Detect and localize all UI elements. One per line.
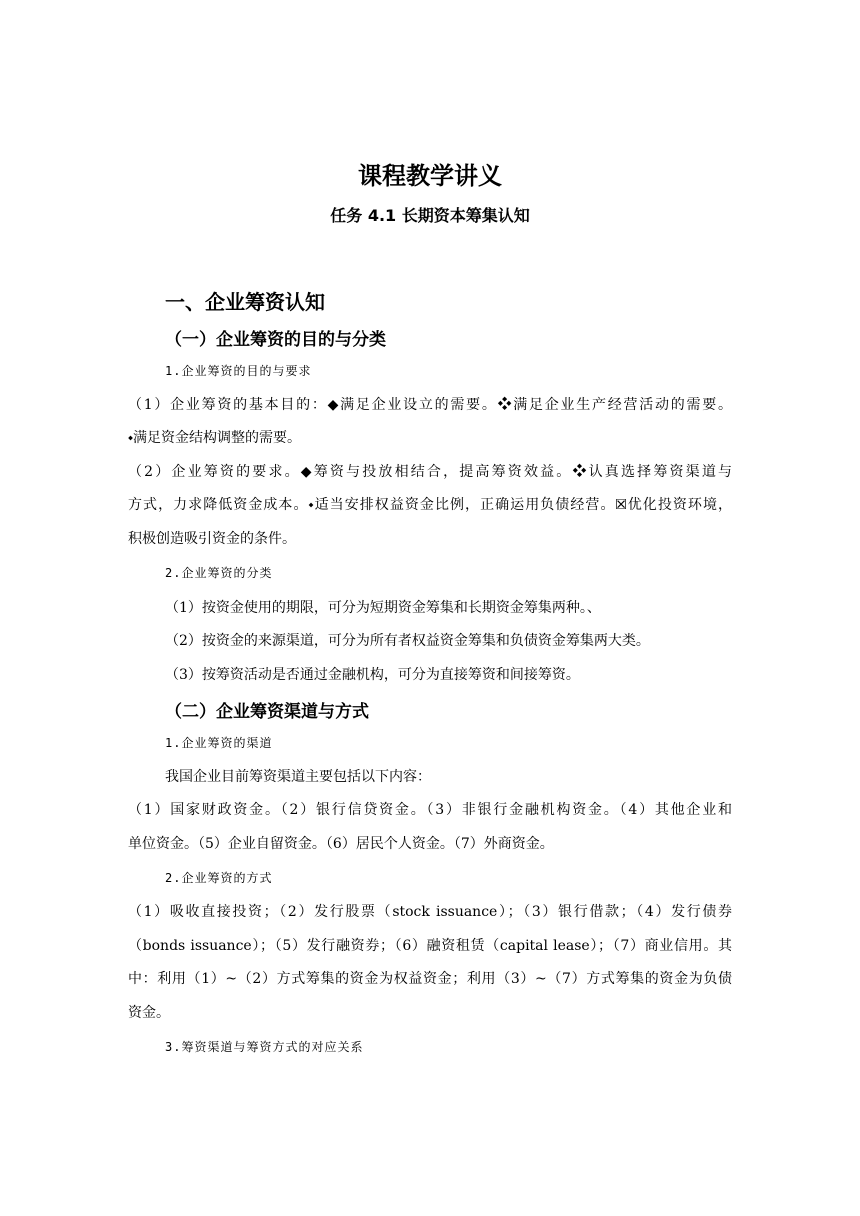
item-heading-2-1: 1.企业筹资的渠道 <box>165 736 273 750</box>
paragraph-2-line-3: 积极创造吸引资金的条件。 <box>128 531 296 547</box>
channels-line-1: （1）国家财政资金。（2）银行信贷资金。（3）非银行金融机构资金。（4）其他企业和 <box>128 802 732 818</box>
section-heading-1: 一、企业筹资认知 <box>165 290 325 314</box>
channels-line-2: 单位资金。（5）企业自留资金。（6）居民个人资金。（7）外商资金。 <box>128 836 554 852</box>
item-heading-2-3: 3.筹资渠道与筹资方式的对应关系 <box>165 1040 364 1054</box>
paragraph-1-line-2: ⬩满足资金结构调整的需要。 <box>128 430 302 446</box>
classification-2: （2）按资金的来源渠道，可分为所有者权益资金筹集和负债资金筹集两大类。 <box>165 633 650 649</box>
item-heading-2-2: 2.企业筹资的方式 <box>165 871 273 885</box>
methods-line-2: （bonds issuance）；（5）发行融资券；（6）融资租赁（capital lease）；（7）商业信用。其 <box>128 938 732 954</box>
paragraph-1-line-1: （1）企业筹资的基本目的：◆满足企业设立的需要。❖满足企业生产经营活动的需要。 <box>128 397 732 413</box>
subsection-heading-1: （一）企业筹资的目的与分类 <box>165 330 386 350</box>
item-heading-1-2: 2.企业筹资的分类 <box>165 566 273 580</box>
classification-1: （1）按资金使用的期限，可分为短期资金筹集和长期资金筹集两种。、 <box>165 600 601 616</box>
paragraph-2-line-1: （2）企业筹资的要求。◆筹资与投放相结合，提高筹资效益。❖认真选择筹资渠道与 <box>128 464 732 480</box>
page-title: 课程教学讲义 <box>358 162 502 190</box>
methods-line-4: 资金。 <box>128 1005 170 1021</box>
methods-line-3: 中：利用（1）~（2）方式筹集的资金为权益资金；利用（3）~（7）方式筹集的资金为负债 <box>128 971 732 987</box>
subsection-heading-2: （二）企业筹资渠道与方式 <box>165 702 369 722</box>
page-subtitle: 任务 4.1 长期资本筹集认知 <box>330 206 530 225</box>
classification-3: （3）按筹资活动是否通过金融机构，可分为直接筹资和间接筹资。 <box>165 667 580 683</box>
methods-line-1: （1）吸收直接投资；（2）发行股票（stock issuance）；（3）银行借款；（4）发行债券 <box>128 904 732 920</box>
channels-intro: 我国企业目前筹资渠道主要包括以下内容： <box>165 769 431 785</box>
item-heading-1-1: 1.企业筹资的目的与要求 <box>165 364 312 378</box>
paragraph-2-line-2: 方式，力求降低资金成本。⬩适当安排权益资金比例，正确运用负债经营。☒优化投资环境， <box>128 497 732 513</box>
